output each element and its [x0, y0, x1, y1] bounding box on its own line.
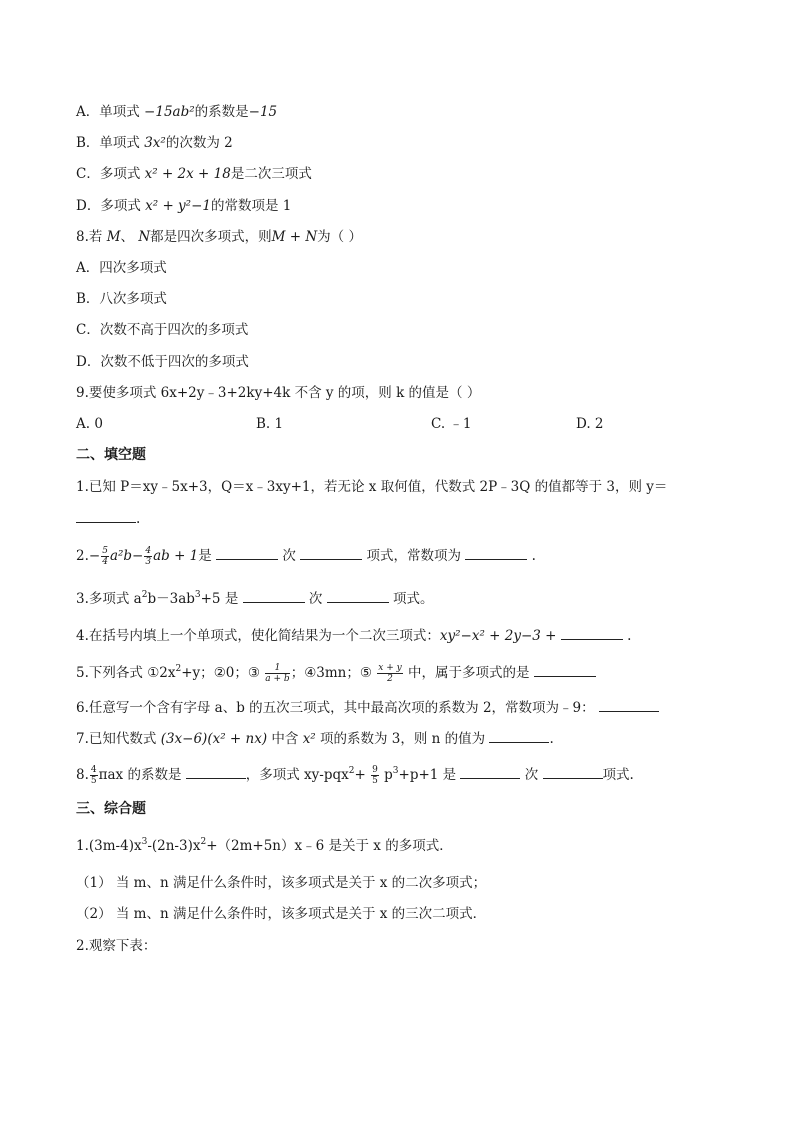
fill-q5: 5.下列各式 $①2x^2+y$；②0；③ $\frac{1}{a + b}$ ；④3mn；⑤ $\frac{x + y}{2}$ 中，属于多项式的是	[76, 662, 596, 684]
section-title-comprehensive: 三、综合题	[76, 801, 146, 817]
q8-stem: 8.若 𝑀、 𝑁都是四次多项式，则𝑀 + 𝑁为（ ）	[76, 229, 362, 245]
fraction: $\frac{9}{5}$	[372, 765, 378, 786]
fill-q2: 2.− $\frac{5}{4}$ 𝑎²𝑏− $\frac{4}{3}$ 𝑎𝑏 + 1是 次 项式，常数项为 .	[76, 546, 536, 567]
comp-q1-part2: （2） 当 m、n 满足什么条件时，该多项式是关于 x 的三次二项式．	[76, 906, 487, 922]
fill-q7: 7.已知代数式 (3𝑥−6)(𝑥² + 𝑛𝑥) 中含 𝑥² 项的系数为 3，则 n 的值为 .	[76, 728, 554, 748]
fill-q6: 6.任意写一个含有字母 a、b 的五次三项式，其中最高次项的系数为 2，常数项为﹣9：	[76, 697, 659, 717]
fill-q1-blank-line: .	[76, 508, 140, 528]
q9-option-c: C. ﹣1	[431, 416, 472, 432]
answer-blank[interactable]	[76, 508, 136, 523]
answer-blank[interactable]	[216, 545, 278, 560]
comp-q2: 2.观察下表：	[76, 938, 157, 954]
comp-q1-part1: （1） 当 m、n 满足什么条件时，该多项式是关于 x 的二次多项式；	[76, 875, 487, 891]
answer-blank[interactable]	[243, 588, 305, 603]
fraction: $\frac{5}{4}$	[102, 546, 108, 567]
q8-option-c: C．次数不高于四次的多项式	[76, 322, 249, 338]
q9-option-b: B. 1	[256, 416, 284, 432]
fill-q3: 3.多项式 $a^2b-3ab^3+5$ 是 次 项式。	[76, 590, 434, 607]
answer-blank[interactable]	[460, 764, 520, 779]
q9-option-a: A. 0	[76, 416, 103, 432]
answer-blank[interactable]	[327, 588, 389, 603]
q8-option-b: B．八次多项式	[76, 291, 167, 307]
answer-blank[interactable]	[465, 545, 527, 560]
answer-blank[interactable]	[186, 764, 246, 779]
q8-option-a: A．四次多项式	[76, 260, 167, 276]
q9-option-d: D. 2	[576, 416, 604, 432]
fill-q1: 1.已知 P＝xy﹣5x+3，Q＝x﹣3xy+1，若无论 x 取何值，代数式 2P﹣3Q 的值都等于 3，则 y＝	[76, 479, 668, 495]
q9-stem: 9.要使多项式 6x+2y﹣3+2ky+4k 不含 y 的项，则 k 的值是（ ）	[76, 385, 481, 401]
fraction: $\frac{x + y}{2}$	[378, 663, 402, 684]
section-title-fill-in: 二、填空题	[76, 447, 146, 463]
fraction: $\frac{4}{3}$	[145, 546, 152, 567]
q7-option-a: A．单项式 −15𝑎𝑏²的系数是−15	[76, 104, 278, 120]
answer-blank[interactable]	[489, 728, 549, 743]
answer-blank[interactable]	[561, 625, 623, 640]
fraction: $\frac{1}{a + b}$	[265, 663, 290, 684]
q7-option-c: C．多项式 𝑥² + 2𝑥 + 18是二次三项式	[76, 166, 312, 182]
q7-option-b: B．单项式 3𝑥²的次数为 2	[76, 135, 233, 151]
answer-blank[interactable]	[599, 697, 659, 712]
answer-blank[interactable]	[534, 662, 596, 677]
q8-option-d: D．次数不低于四次的多项式	[76, 354, 249, 370]
answer-blank[interactable]	[300, 545, 362, 560]
fill-q4: 4.在括号内填上一个单项式，使化简结果为一个二次三项式：𝑥𝑦²−𝑥² + 2𝑦−3 + .	[76, 625, 631, 645]
fill-q8: 8. $\frac{4}{5}$ πax 的系数是 ，多项式 xy-pqx$^2$+ $\frac{9}{5}$ $p^3+p+1$ 是 次 项式.	[76, 765, 634, 786]
answer-blank[interactable]	[543, 764, 603, 779]
q7-option-d: D．多项式 𝑥² + 𝑦²−1的常数项是 1	[76, 198, 292, 214]
q9-options	[76, 415, 676, 433]
fraction: $\frac{4}{5}$	[90, 765, 97, 786]
comp-q1: $1.(3m-4)x^3-(2n-3)x^2+(2m+5n)x﹣6$ 是关于 x 的多项式．	[76, 837, 453, 854]
